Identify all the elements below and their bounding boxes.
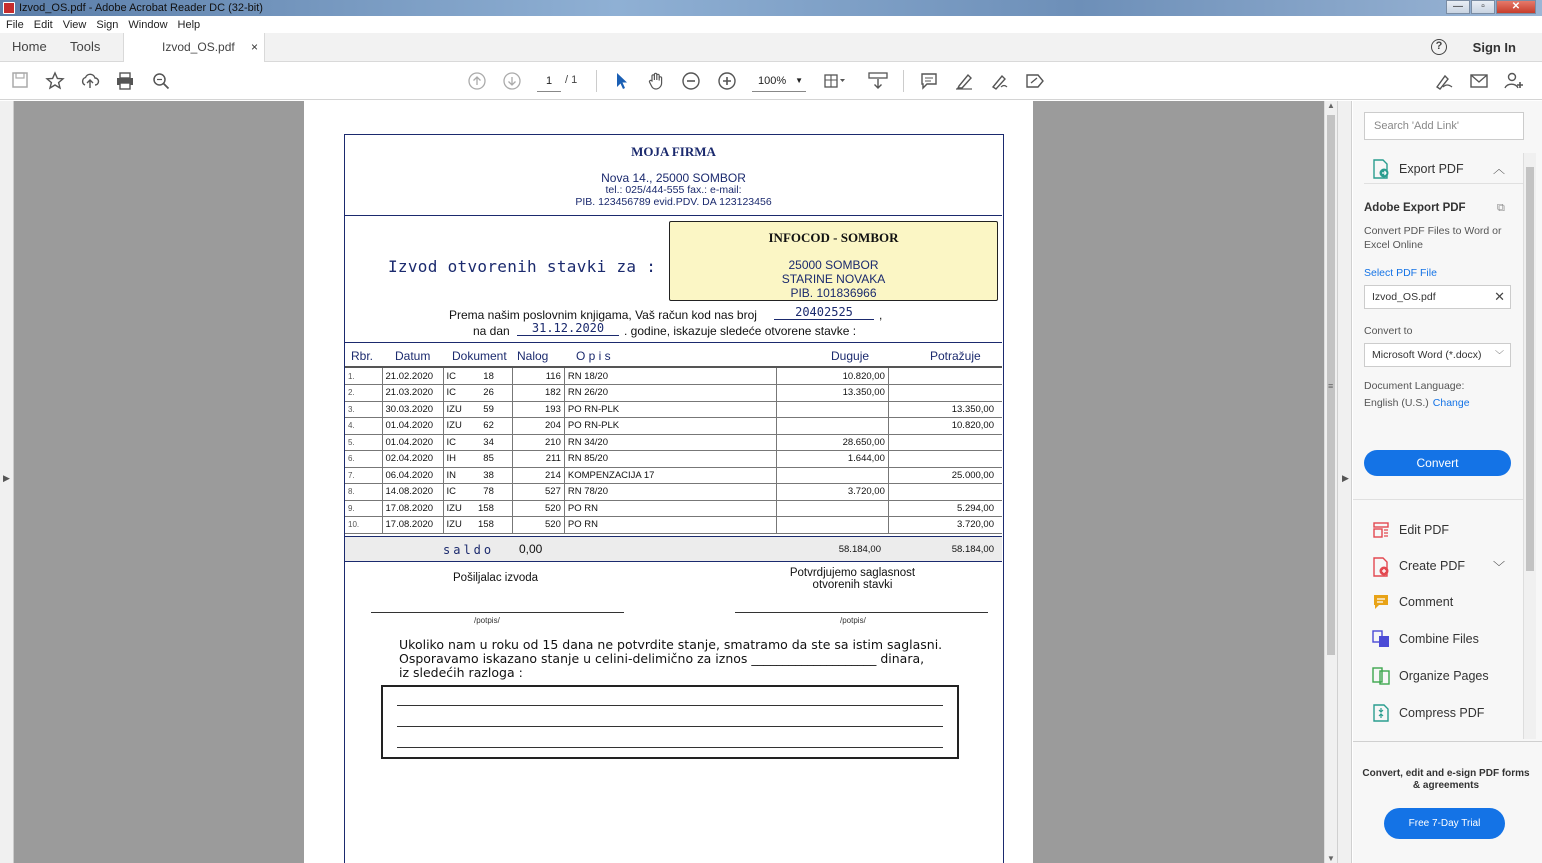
tool-create-pdf[interactable] [1353,554,1523,580]
col-nalog: Nalog [517,349,549,363]
statement-title: Izvod otvorenih stavki za : [388,257,657,276]
row-doc-type: IZU [443,418,475,435]
table-row [345,484,1002,501]
change-language-link[interactable]: Change [1432,397,1470,409]
row-duguje: 13.350,00 [776,385,888,402]
row-potrazuje: 13.350,00 [888,401,1002,418]
col-rbr: Rbr. [351,349,374,363]
signature-caption: /potpis/ [474,616,500,625]
scrollbar-thumb[interactable] [1526,167,1534,571]
tab-bar [0,33,1542,62]
share-link-icon[interactable] [1433,71,1453,91]
row-potrazuje [888,484,1002,501]
tools-pane-scrollbar[interactable] [1523,153,1536,739]
page-number-input[interactable]: 1 [537,72,561,92]
row-nalog: 520 [512,500,564,517]
tool-label: Compress PDF [1399,706,1485,720]
edit-pdf-icon [1372,521,1390,539]
signature-line [371,612,624,613]
row-duguje [776,467,888,484]
highlight-pen-icon[interactable] [954,71,974,91]
signature-caption: /potpis/ [840,616,866,625]
tool-label: Comment [1399,595,1454,609]
tool-edit-pdf[interactable] [1353,518,1523,544]
row-nalog: 210 [512,434,564,451]
row-number: 10. [345,517,382,534]
tool-label: Create PDF [1399,559,1465,573]
table-row [345,368,1002,385]
row-date: 06.04.2020 [382,467,443,484]
intro-comma: , [879,308,883,322]
tools-search-input[interactable]: Search 'Add Link' [1364,112,1524,140]
row-date: 30.03.2020 [382,401,443,418]
row-doc-number: 18 [475,368,512,385]
notice-line-3: iz sledećih razloga : [399,665,523,680]
row-doc-type: IZU [443,517,475,534]
row-opis: KOMPENZACIJA 17 [564,467,776,484]
row-date: 01.04.2020 [382,434,443,451]
company-pib: PIB. 123456789 evid.PDV. DA 123123456 [575,196,772,208]
clear-file-icon[interactable]: ✕ [1494,289,1505,304]
row-potrazuje [888,368,1002,385]
minimize-button[interactable]: — [1446,0,1470,14]
page-view-options-icon[interactable] [823,71,843,91]
saldo-row [345,536,1002,562]
convert-to-label: Convert to [1364,325,1413,337]
adobe-export-title: Adobe Export PDF [1364,202,1466,214]
sign-document-icon[interactable] [1024,71,1044,91]
row-number: 8. [345,484,382,501]
chevron-up-icon[interactable]: ︿ [1493,162,1506,176]
zoom-level-value: 100% [758,75,787,87]
window-title: Izvod_OS.pdf - Adobe Acrobat Reader DC (32-bit) [19,2,263,14]
partner-street: STARINE NOVAKA [781,272,886,286]
company-contact: tel.: 025/444-555 fax.: e-mail: [605,184,742,196]
row-date: 21.03.2020 [382,385,443,402]
row-nalog: 193 [512,401,564,418]
reason-line [397,747,943,748]
row-duguje [776,418,888,435]
row-doc-number: 26 [475,385,512,402]
row-doc-number: 158 [475,500,512,517]
row-opis: PO RN-PLK [564,418,776,435]
row-doc-number: 59 [475,401,512,418]
document-scrollbar[interactable] [1324,101,1337,863]
comment-tool-icon [1372,593,1390,611]
row-potrazuje [888,434,1002,451]
notice-line-2: Osporavamo iskazano stanje u celini-delimično za iznos ____________________ dinara, [399,651,925,666]
menu-edit[interactable]: Edit [33,18,53,31]
zoom-out-icon[interactable] [681,71,701,91]
toolbar-divider [903,70,904,92]
row-date: 01.04.2020 [382,418,443,435]
table-row [345,418,1002,435]
export-pdf-header[interactable] [1353,154,1523,184]
row-opis: RN 78/20 [564,484,776,501]
row-number: 4. [345,418,382,435]
divider [1364,183,1524,184]
statement-date: 31.12.2020 [517,321,619,336]
menu-bar [0,16,1542,33]
tool-compress-pdf[interactable] [1353,701,1523,727]
copy-icon[interactable]: ⧉ [1497,202,1505,214]
selected-file-name: Izvod_OS.pdf [1372,291,1436,303]
row-nalog: 204 [512,418,564,435]
account-number: 20402525 [774,305,874,320]
partner-city: 25000 SOMBOR [788,258,879,272]
tool-comment[interactable] [1353,590,1523,616]
partner-pib: PIB. 101836966 [790,286,877,300]
row-duguje: 10.820,00 [776,368,888,385]
compress-pdf-icon [1372,704,1390,722]
export-description: Convert PDF Files to Word or Excel Online [1364,225,1502,251]
signature-line [735,612,988,613]
col-duguje: Duguje [831,349,870,363]
chevron-down-icon: ▼ [795,76,803,85]
notice-line-1: Ukoliko nam u roku od 15 dana ne potvrdite stanje, smatramo da ste sa istim saglasni. [399,637,943,652]
upload-cloud-icon[interactable] [80,71,100,91]
free-trial-button[interactable]: Free 7-Day Trial [1384,808,1505,839]
row-nalog: 527 [512,484,564,501]
row-doc-type: IC [443,368,475,385]
row-opis: PO RN-PLK [564,401,776,418]
items-table [345,368,1002,534]
save-icon[interactable] [10,71,30,91]
col-datum: Datum [395,349,431,363]
convert-button[interactable]: Convert [1364,450,1511,476]
chevron-right-icon: ▶ [3,473,10,483]
row-date: 14.08.2020 [382,484,443,501]
row-potrazuje: 3.720,00 [888,517,1002,534]
notice-text [399,638,942,680]
row-nalog: 116 [512,368,564,385]
row-number: 1. [345,368,382,385]
row-duguje: 28.650,00 [776,434,888,451]
convert-format-value: Microsoft Word (*.docx) [1372,349,1482,361]
row-nalog: 211 [512,451,564,468]
confirm-label: Potvrdjujemo saglasnost otvorenih stavki [789,567,916,591]
divider [345,342,1002,343]
row-opis: RN 18/20 [564,368,776,385]
company-address: Nova 14., 25000 SOMBOR [601,171,746,185]
language-name: English (U.S.) [1364,397,1429,409]
select-pdf-link[interactable]: Select PDF File [1364,267,1437,279]
table-row [345,517,1002,534]
title-bar [0,0,1542,16]
toolbar-divider [596,70,597,92]
row-date: 02.04.2020 [382,451,443,468]
row-doc-number: 62 [475,418,512,435]
document-viewport[interactable] [0,101,1337,863]
scroll-up-icon[interactable]: ▲ [1327,101,1335,110]
sign-in-button[interactable]: Sign In [1472,40,1516,55]
col-opis: O p i s [576,349,611,363]
create-pdf-icon [1372,557,1390,575]
promo-text: Convert, edit and e-sign PDF forms & agreements [1362,768,1530,791]
acrobat-app-icon [3,2,15,14]
row-potrazuje: 10.820,00 [888,418,1002,435]
sender-label: Pošiljalac izvoda [453,572,539,584]
tab-tools[interactable]: Tools [70,39,101,54]
zoom-search-icon[interactable] [151,71,171,91]
scroll-mode-icon[interactable] [867,71,887,91]
chevron-down-icon: ﹀ [1494,350,1504,360]
company-name: MOJA FIRMA [631,144,716,159]
zoom-in-icon[interactable] [717,71,737,91]
row-duguje [776,500,888,517]
window-controls [1445,0,1536,15]
row-doc-number: 38 [475,467,512,484]
previous-page-icon[interactable] [467,71,487,91]
row-potrazuje [888,385,1002,402]
reason-line [397,726,943,727]
scroll-down-icon[interactable]: ▼ [1327,854,1335,863]
row-number: 5. [345,434,382,451]
tool-combine-files[interactable] [1353,627,1523,653]
row-doc-type: IC [443,484,475,501]
row-number: 2. [345,385,382,402]
document-language-label: Document Language: [1364,380,1465,392]
email-icon[interactable] [1469,71,1489,91]
document-language-value [1364,397,1470,409]
organize-pages-icon [1372,667,1390,685]
row-duguje [776,517,888,534]
total-potrazuje: 58.184,00 [951,544,994,555]
row-doc-type: IC [443,434,475,451]
row-potrazuje [888,451,1002,468]
export-pdf-icon [1372,159,1390,177]
close-window-button[interactable]: ✕ [1496,0,1536,14]
row-nalog: 520 [512,517,564,534]
main-toolbar [0,62,1542,100]
zoom-level-select[interactable] [752,72,806,92]
row-date: 21.02.2020 [382,368,443,385]
menu-help[interactable]: Help [177,18,201,31]
hand-tool-icon[interactable] [646,71,666,91]
menu-window[interactable]: Window [128,18,168,31]
saldo-value: 0,00 [519,542,543,556]
table-row [345,385,1002,402]
row-number: 3. [345,401,382,418]
next-page-icon[interactable] [502,71,522,91]
row-opis: RN 85/20 [564,451,776,468]
table-row [345,500,1002,517]
row-nalog: 214 [512,467,564,484]
menu-view[interactable]: View [62,18,87,31]
tool-label: Organize Pages [1399,669,1489,683]
convert-format-select[interactable] [1364,343,1511,367]
menu-sign[interactable]: Sign [96,18,119,31]
row-date: 17.08.2020 [382,500,443,517]
row-opis: PO RN [564,500,776,517]
row-doc-number: 34 [475,434,512,451]
row-doc-number: 158 [475,517,512,534]
row-opis: PO RN [564,517,776,534]
row-potrazuje: 5.294,00 [888,500,1002,517]
table-row [345,467,1002,484]
row-doc-type: IZU [443,500,475,517]
intro-line-2a: na dan [473,324,510,338]
total-duguje: 58.184,00 [838,544,881,555]
row-doc-number: 78 [475,484,512,501]
tool-label: Combine Files [1399,632,1479,646]
table-header [345,349,1002,367]
row-duguje [776,401,888,418]
table-row [345,451,1002,468]
page-total: / 1 [565,74,578,86]
col-dokument: Dokument [452,349,507,363]
tab-home[interactable]: Home [12,39,47,54]
row-opis: RN 34/20 [564,434,776,451]
export-pdf-label: Export PDF [1399,162,1464,176]
tool-organize-pages[interactable] [1353,664,1523,690]
row-doc-type: IH [443,451,475,468]
splitter-grip-icon[interactable]: ≡ [1328,381,1334,391]
table-row [345,401,1002,418]
print-icon[interactable] [115,71,135,91]
row-nalog: 182 [512,385,564,402]
close-tab-icon[interactable]: × [250,40,258,54]
bookmark-star-icon[interactable] [45,71,65,91]
tab-document-label: Izvod_OS.pdf [162,40,235,54]
col-potrazuje: Potražuje [930,349,981,363]
intro-line-1: Prema našim poslovnim knjigama, Vaš račun kod nas broj [449,308,757,322]
tool-label: Edit PDF [1399,523,1450,537]
row-doc-type: IN [443,467,475,484]
row-number: 6. [345,451,382,468]
table-row [345,434,1002,451]
statement-frame [344,134,1004,863]
reason-line [397,705,943,706]
left-panel-toggle[interactable] [0,101,14,863]
row-doc-type: IZU [443,401,475,418]
fill-sign-icon[interactable] [989,71,1009,91]
row-potrazuje: 25.000,00 [888,467,1002,484]
row-doc-number: 85 [475,451,512,468]
row-date: 17.08.2020 [382,517,443,534]
add-user-icon[interactable] [1503,71,1523,91]
chevron-right-icon: ▶ [1342,473,1349,483]
select-pointer-icon[interactable] [611,71,631,91]
maximize-button[interactable]: ▫ [1471,0,1495,14]
row-opis: RN 26/20 [564,385,776,402]
divider [1353,741,1542,742]
combine-files-icon [1372,630,1390,648]
right-panel-toggle[interactable] [1337,101,1352,863]
row-duguje: 1.644,00 [776,451,888,468]
reasons-box [381,685,959,759]
partner-name: INFOCOD - SOMBOR [768,230,899,245]
selected-file-field[interactable] [1364,285,1511,309]
row-duguje: 3.720,00 [776,484,888,501]
row-number: 9. [345,500,382,517]
tab-document[interactable] [123,33,265,63]
company-header [345,135,1002,216]
menu-file[interactable]: File [6,18,24,31]
row-number: 7. [345,467,382,484]
row-doc-type: IC [443,385,475,402]
intro-line-2b: . godine, iskazuje sledeće otvorene stavke : [624,324,857,338]
pdf-page [304,101,1033,863]
partner-box [669,221,998,301]
chevron-down-icon[interactable]: ﹀ [1493,560,1506,574]
help-icon[interactable]: ? [1431,39,1447,55]
divider [1353,499,1523,500]
comment-icon[interactable] [919,71,939,91]
tools-pane [1353,101,1542,863]
saldo-label: saldo [443,543,495,557]
